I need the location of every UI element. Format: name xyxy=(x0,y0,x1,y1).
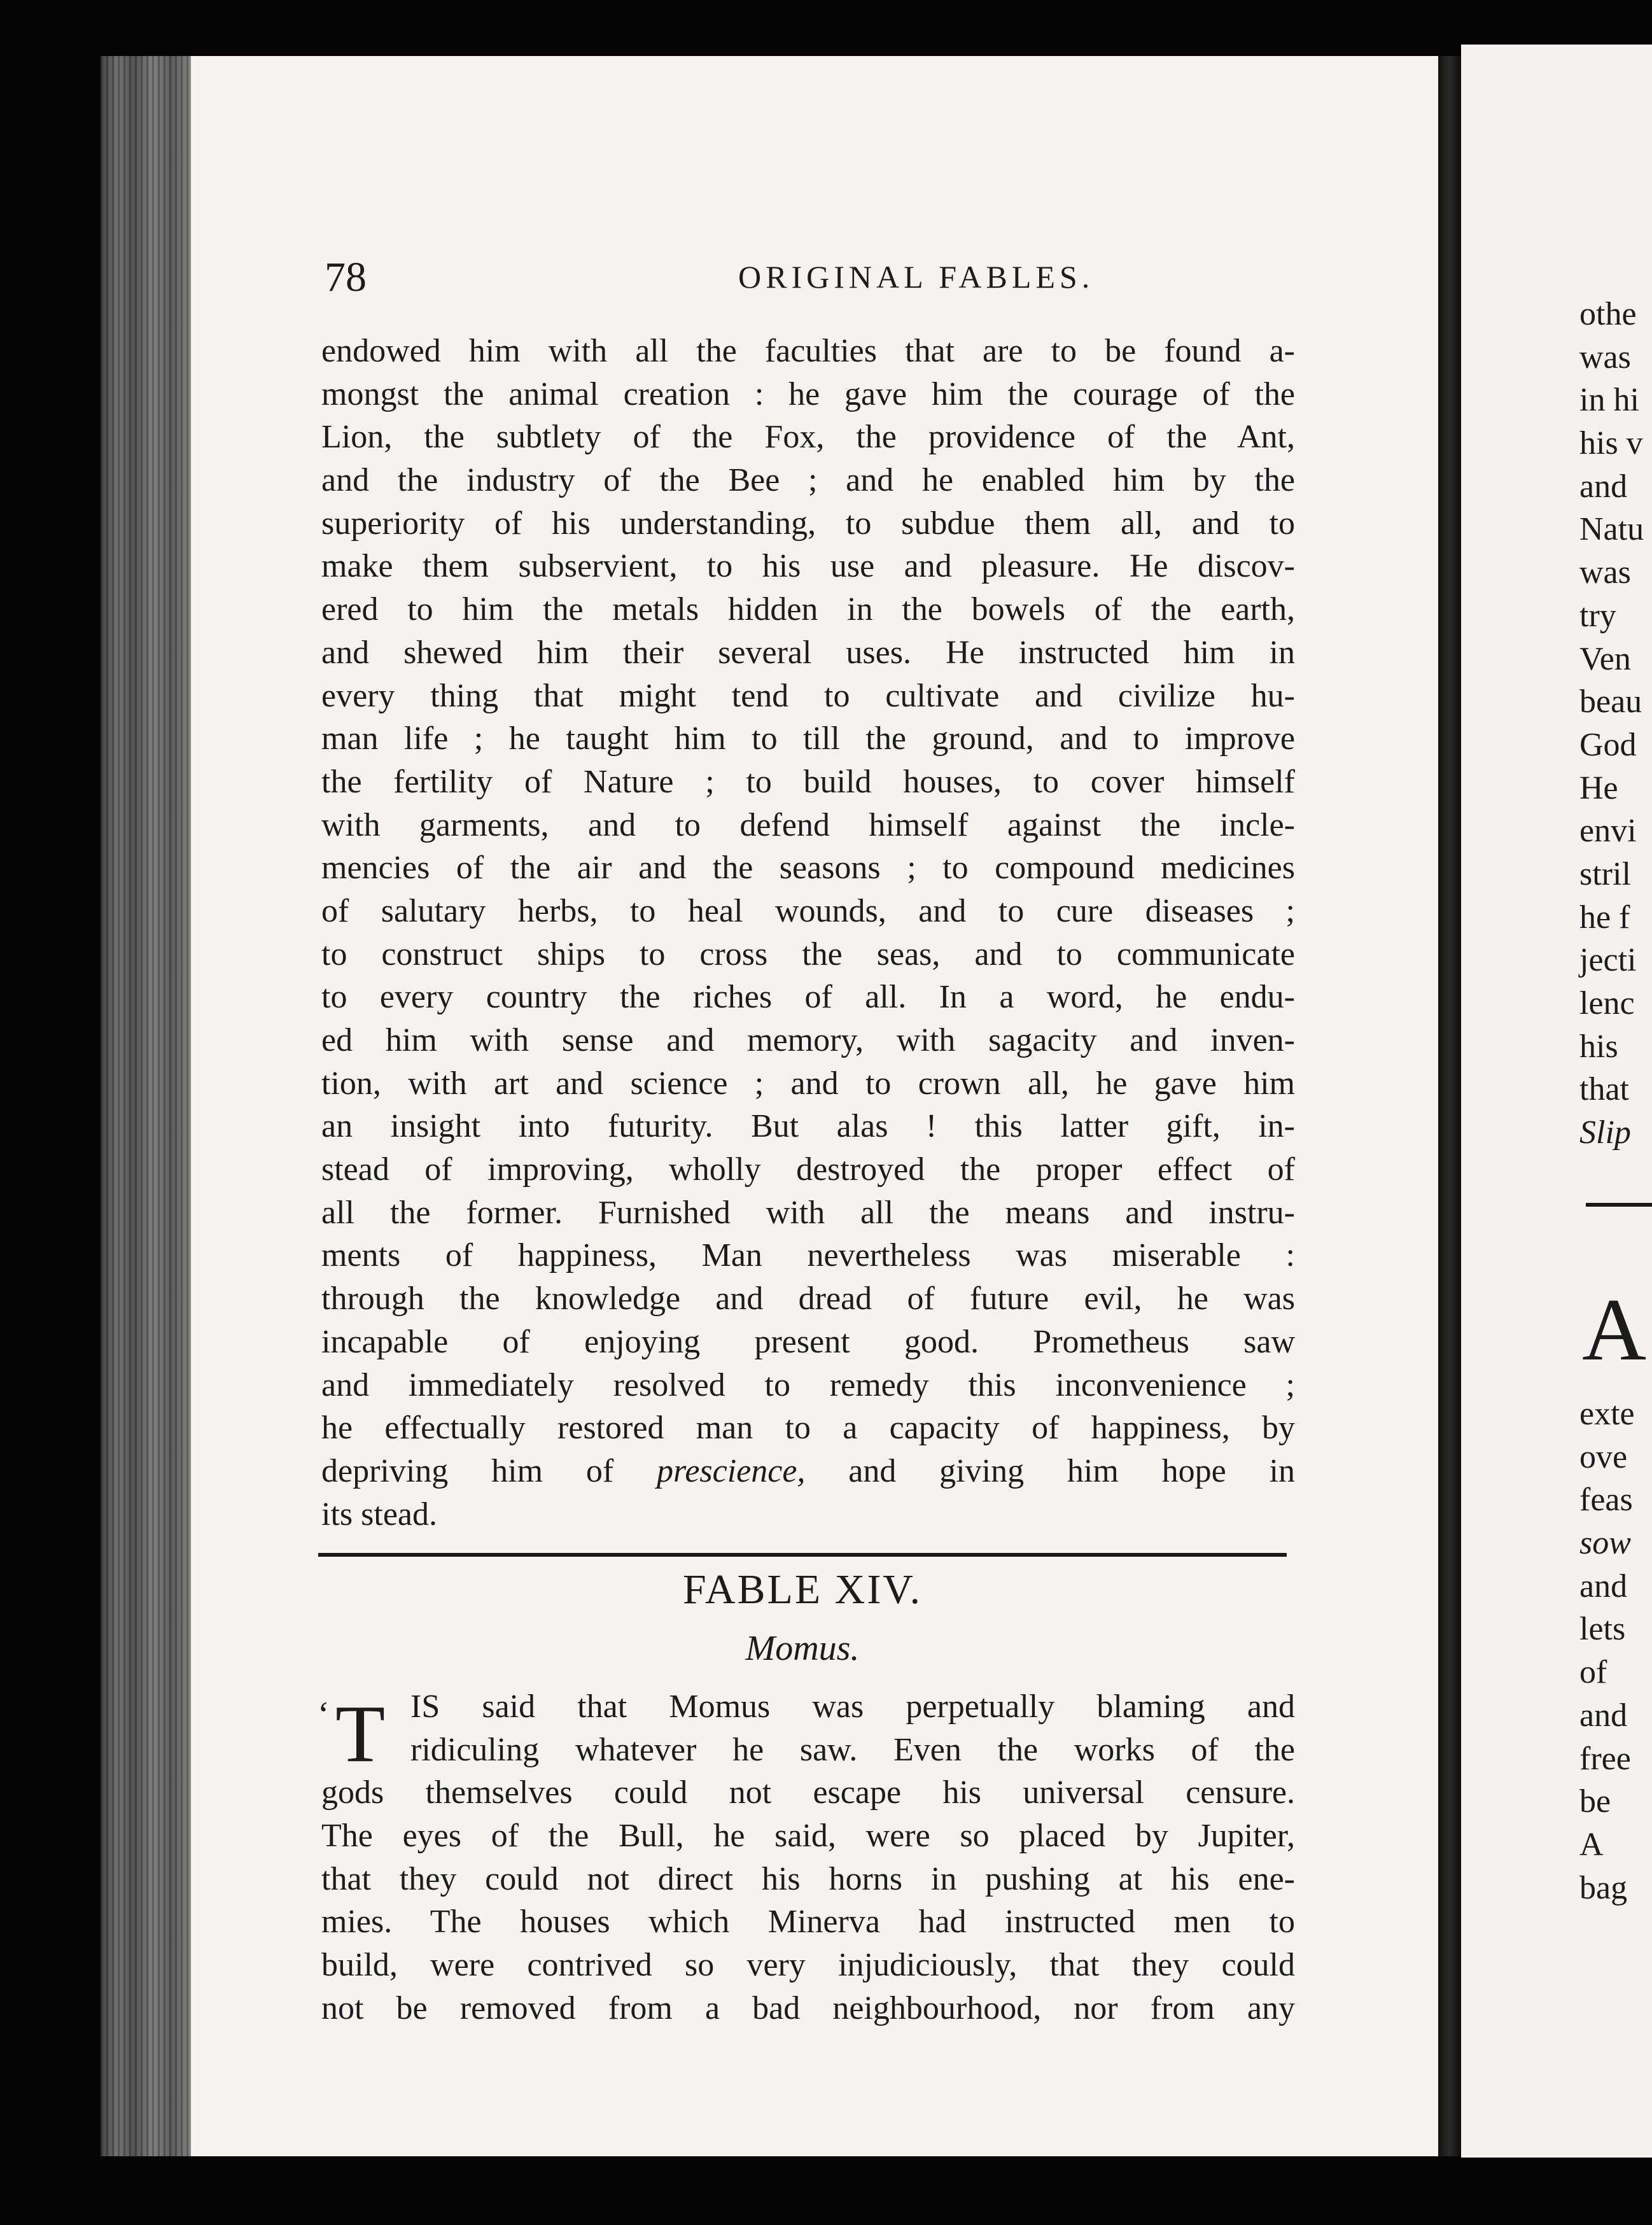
text-line: in hi xyxy=(1579,382,1639,419)
text-line: ove xyxy=(1579,1438,1628,1475)
text-line: bag xyxy=(1579,1869,1628,1906)
text-line: The eyes of the Bull, he said, were so placed by Jupiter, xyxy=(321,1818,1295,1855)
text-line: Lion, the subtlety of the Fox, the providence of the Ant, xyxy=(321,419,1295,456)
text-line: the fertility of Nature ; to build houses, to cover himself xyxy=(321,763,1295,800)
opening-quote: ‘ xyxy=(318,1695,330,1734)
left-page xyxy=(191,56,1438,2156)
text-line: and xyxy=(1579,1697,1628,1734)
italic-word: prescience, xyxy=(657,1452,806,1489)
text-line: lets xyxy=(1579,1611,1626,1648)
text-line: feas xyxy=(1579,1482,1633,1519)
text-line: Ven xyxy=(1579,640,1631,677)
text-line: with garments, and to defend himself against the incle- xyxy=(321,806,1295,843)
text-line: his v xyxy=(1579,425,1643,462)
text-line: be xyxy=(1579,1783,1611,1820)
text-fragment: and giving him hope in xyxy=(848,1452,1295,1489)
text-line: tion, with art and science ; and to crown all, he gave him xyxy=(321,1065,1295,1102)
text-line: lenc xyxy=(1579,985,1635,1021)
text-line: Slip xyxy=(1579,1114,1631,1151)
text-line: mongst the animal creation : he gave him the courage of the xyxy=(321,376,1295,412)
drop-cap: A xyxy=(1582,1281,1647,1379)
text-line: try xyxy=(1579,597,1616,634)
text-line: ridiculing whatever he saw. Even the works of the xyxy=(410,1731,1295,1768)
text-line: He xyxy=(1579,769,1618,806)
text-line: and the industry of the Bee ; and he enabled him by the xyxy=(321,462,1295,499)
text-fragment: depriving him of xyxy=(321,1452,614,1489)
text-line: jecti xyxy=(1579,942,1637,979)
text-line: and xyxy=(1579,468,1628,505)
section-rule xyxy=(1586,1203,1652,1207)
text-line: beau xyxy=(1579,684,1642,720)
drop-cap: T xyxy=(335,1688,386,1779)
text-line: every thing that might tend to cultivate and civilize hu- xyxy=(321,677,1295,714)
text-line-prescience xyxy=(321,1450,1295,1493)
text-line: God xyxy=(1579,726,1637,763)
text-line: free xyxy=(1579,1740,1631,1777)
text-line: superiority of his understanding, to subdue them all, and to xyxy=(321,505,1295,542)
text-line: was xyxy=(1579,339,1631,376)
fable-text xyxy=(318,1685,1295,2030)
running-title: ORIGINAL FABLES. xyxy=(738,259,1095,295)
text-line: ed him with sense and memory, with sagacity and inven- xyxy=(321,1022,1295,1058)
text-line: build, were contrived so very injudiciously, that they could xyxy=(321,1947,1295,1984)
text-line: its stead. xyxy=(321,1496,437,1533)
text-line: ered to him the metals hidden in the bowels of the earth, xyxy=(321,591,1295,628)
page-number: 78 xyxy=(325,254,367,300)
text-line: to every country the riches of all. In a word, he endu- xyxy=(321,979,1295,1016)
text-line: he effectually restored man to a capacity of happiness, by xyxy=(321,1410,1295,1447)
text-line: that xyxy=(1579,1071,1629,1108)
text-line: endowed him with all the faculties that are to be found a- xyxy=(321,333,1295,369)
text-line: mencies of the air and the seasons ; to compound medicines xyxy=(321,850,1295,887)
right-page-text xyxy=(1461,1393,1652,1909)
text-line: was xyxy=(1579,554,1631,591)
text-line: A xyxy=(1579,1826,1604,1863)
text-line: exte xyxy=(1579,1396,1635,1432)
text-line: that they could not direct his horns in pushing at his ene- xyxy=(321,1860,1295,1897)
text-line: and shewed him their several uses. He instructed him in xyxy=(321,634,1295,671)
text-line: to construct ships to cross the seas, and to communicate xyxy=(321,936,1295,972)
text-line: mies. The houses which Minerva had instructed men to xyxy=(321,1904,1295,1941)
text-line: Natu xyxy=(1579,511,1644,548)
fable-title: FABLE XIV. xyxy=(683,1566,922,1613)
text-line: and xyxy=(1579,1568,1628,1604)
text-line: not be removed from a bad neighbourhood, nor from any xyxy=(321,1990,1295,2026)
text-line: gods themselves could not escape his universal censure. xyxy=(321,1774,1295,1811)
text-line: stead of improving, wholly destroyed the proper effect of xyxy=(321,1151,1295,1188)
right-page xyxy=(1461,45,1652,2158)
text-line: an insight into futurity. But alas ! this latter gift, in- xyxy=(321,1108,1295,1145)
text-line: of xyxy=(1579,1654,1607,1691)
text-line: he f xyxy=(1579,899,1630,936)
text-line: and immediately resolved to remedy this inconvenience ; xyxy=(321,1366,1295,1403)
book-page-edges xyxy=(101,56,196,2156)
text-line: ments of happiness, Man nevertheless was miserable : xyxy=(321,1237,1295,1274)
running-head xyxy=(325,253,1406,298)
section-rule xyxy=(318,1553,1287,1557)
text-line: through the knowledge and dread of future evil, he was xyxy=(321,1281,1295,1317)
text-line: othe xyxy=(1579,296,1637,332)
text-line: all the former. Furnished with all the means and instru- xyxy=(321,1194,1295,1231)
text-line: stril xyxy=(1579,855,1631,892)
book-gutter xyxy=(1438,56,1461,2156)
text-line: IS said that Momus was perpetually blaming and xyxy=(410,1688,1295,1725)
text-line: his xyxy=(1579,1028,1618,1065)
right-page-text xyxy=(1461,293,1652,1155)
text-line: man life ; he taught him to till the ground, and to improve xyxy=(321,720,1295,757)
text-line: sow xyxy=(1579,1525,1631,1562)
text-line: envi xyxy=(1579,813,1637,850)
text-line: incapable of enjoying present good. Prometheus saw xyxy=(321,1323,1295,1360)
text-line: of salutary herbs, to heal wounds, and to cure diseases ; xyxy=(321,892,1295,929)
text-line: make them subservient, to his use and pleasure. He discov- xyxy=(321,548,1295,585)
continued-fable-text xyxy=(321,330,1295,1536)
fable-subtitle: Momus. xyxy=(745,1629,860,1668)
